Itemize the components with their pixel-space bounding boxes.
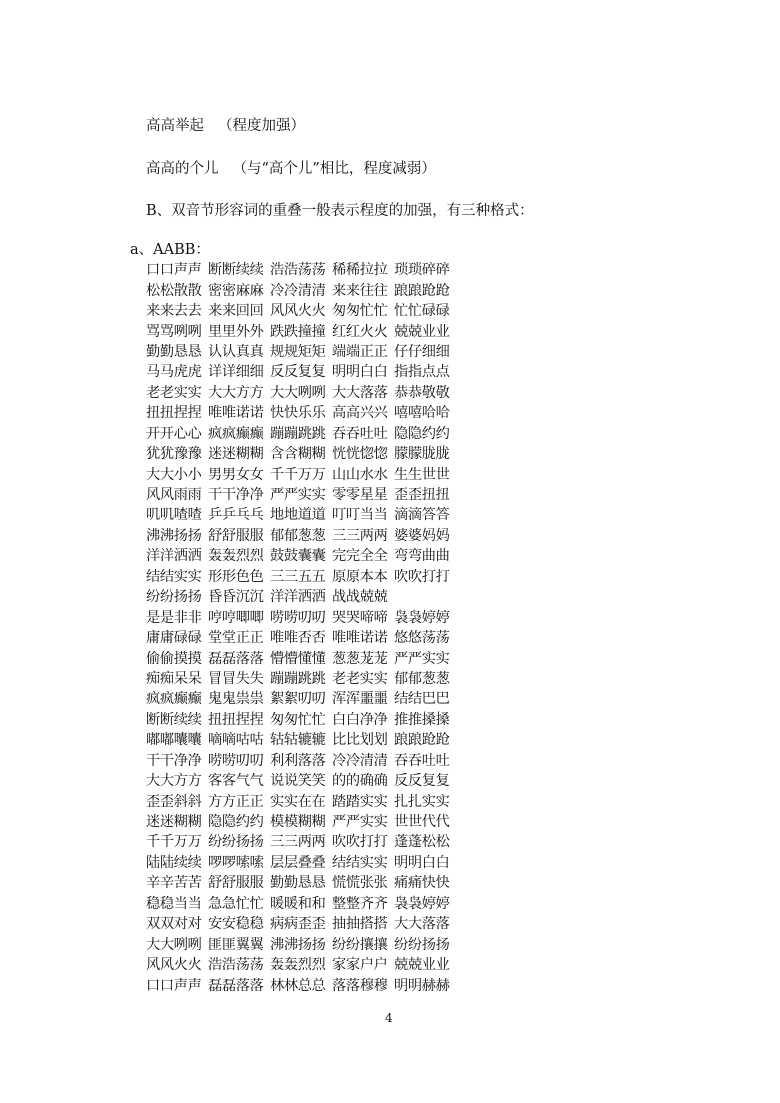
word-cell: 纷纷攘攘 (332, 936, 388, 953)
word-cell: 啰啰嗦嗦 (208, 854, 264, 871)
word-cell: 利利落落 (270, 752, 326, 769)
word-cell: 沸沸扬扬 (270, 936, 326, 953)
word-cell: 疯疯癫癫 (208, 425, 264, 442)
word-row (146, 750, 466, 770)
word-cell: 恭恭敬敬 (394, 384, 450, 401)
word-cell: 男男女女 (208, 466, 264, 483)
word-cell: 含含糊糊 (270, 446, 326, 463)
word-row (146, 341, 466, 361)
word-cell: 慌慌张张 (332, 875, 388, 892)
word-cell: 辛辛苦苦 (146, 875, 202, 892)
word-cell: 大大落落 (332, 384, 388, 401)
word-cell: 乒乒乓乓 (208, 507, 264, 524)
word-cell: 絮絮叨叨 (270, 691, 326, 708)
word-row (146, 566, 466, 586)
rule-b-paragraph: B、双音节形容词的重叠一般表示程度的加强，有三种格式： (146, 203, 534, 219)
word-cell: 三三五五 (270, 568, 326, 585)
word-cell: 稳稳当当 (146, 895, 202, 912)
word-cell: 嘟嘟囔囔 (146, 732, 202, 749)
word-cell: 兢兢业业 (394, 957, 450, 974)
word-cell: 实实在在 (270, 793, 326, 810)
word-cell: 高高兴兴 (332, 405, 388, 422)
word-cell: 模模糊糊 (270, 814, 326, 831)
word-cell: 沸沸扬扬 (146, 527, 202, 544)
word-row (146, 463, 466, 483)
word-cell: 稀稀拉拉 (332, 262, 388, 279)
word-cell: 零零星星 (332, 487, 388, 504)
word-cell: 匪匪翼翼 (208, 936, 264, 953)
word-cell: 匆匆忙忙 (270, 711, 326, 728)
word-cell: 客客气气 (208, 773, 264, 790)
word-cell: 冷冷清清 (270, 282, 326, 299)
word-cell: 详详细细 (208, 364, 264, 381)
word-cell: 落落穆穆 (332, 977, 388, 994)
word-cell: 密密麻麻 (208, 282, 264, 299)
example-line-2 (146, 157, 436, 178)
word-row (146, 525, 466, 545)
word-cell: 战战兢兢 (332, 589, 388, 606)
word-cell: 里里外外 (208, 323, 264, 340)
word-cell: 犹犹豫豫 (146, 446, 202, 463)
word-cell: 世世代代 (394, 814, 450, 831)
word-cell: 山山水水 (332, 466, 388, 483)
word-cell: 轱轱辘辘 (270, 732, 326, 749)
word-cell: 暖暖和和 (270, 895, 326, 912)
word-cell: 哭哭啼啼 (332, 609, 388, 626)
word-cell: 蹦蹦跳跳 (270, 670, 326, 687)
word-row (146, 504, 466, 524)
page-number: 4 (385, 1011, 393, 1025)
word-cell: 马马虎虎 (146, 364, 202, 381)
word-cell: 生生世世 (394, 466, 450, 483)
example-word-2: 高高的个儿 (146, 161, 219, 177)
word-cell: 红红火火 (332, 323, 388, 340)
word-cell: 洋洋洒洒 (270, 589, 326, 606)
word-cell: 浩浩荡荡 (208, 957, 264, 974)
word-cell: 扎扎实实 (394, 793, 450, 810)
word-cell: 结结实实 (332, 854, 388, 871)
word-cell: 层层叠叠 (270, 854, 326, 871)
example-note-2: （与“高个儿”相比，程度减弱） (232, 161, 436, 177)
word-cell: 的的确确 (332, 773, 388, 790)
word-row (146, 402, 466, 422)
word-cell: 痛痛快快 (394, 875, 450, 892)
word-cell: 千千万万 (146, 834, 202, 851)
word-row (146, 361, 466, 381)
word-cell: 反反复复 (270, 364, 326, 381)
word-row (146, 423, 466, 443)
word-cell: 安安稳稳 (208, 916, 264, 933)
word-cell: 口口声声 (146, 977, 202, 994)
word-cell: 蹦蹦跳跳 (270, 425, 326, 442)
word-cell: 恍恍惚惚 (332, 446, 388, 463)
word-cell: 郁郁葱葱 (394, 670, 450, 687)
word-cell: 扭扭捏捏 (146, 405, 202, 422)
word-cell: 哼哼唧唧 (208, 609, 264, 626)
word-cell: 端端正正 (332, 343, 388, 360)
word-cell: 迷迷糊糊 (146, 814, 202, 831)
word-cell: 朦朦胧胧 (394, 446, 450, 463)
word-cell: 庸庸碌碌 (146, 630, 202, 647)
word-cell: 口口声声 (146, 262, 202, 279)
word-cell: 蓬蓬松松 (394, 834, 450, 851)
word-cell: 隐隐约约 (208, 814, 264, 831)
word-cell: 滴滴答答 (394, 507, 450, 524)
word-row (146, 831, 466, 851)
word-row (146, 872, 466, 892)
word-cell: 断断续续 (208, 262, 264, 279)
word-cell: 来来去去 (146, 303, 202, 320)
word-cell: 家家户户 (332, 957, 388, 974)
word-cell: 唠唠叨叨 (208, 752, 264, 769)
word-cell: 冒冒失失 (208, 670, 264, 687)
word-cell: 风风雨雨 (146, 487, 202, 504)
word-cell: 唯唯否否 (270, 630, 326, 647)
word-cell: 勤勤恳恳 (146, 343, 202, 360)
word-cell: 反反复复 (394, 773, 450, 790)
word-cell: 勤勤恳恳 (270, 875, 326, 892)
word-cell: 昏昏沉沉 (208, 589, 264, 606)
word-cell: 悠悠荡荡 (394, 630, 450, 647)
word-cell: 病病歪歪 (270, 916, 326, 933)
word-cell: 风风火火 (270, 303, 326, 320)
word-cell: 袅袅婷婷 (394, 609, 450, 626)
word-cell: 比比划划 (332, 732, 388, 749)
word-cell: 舒舒服服 (208, 527, 264, 544)
word-row (146, 606, 466, 626)
word-cell: 明明白白 (394, 854, 450, 871)
word-cell: 浩浩荡荡 (270, 262, 326, 279)
word-cell: 断断续续 (146, 711, 202, 728)
word-row (146, 933, 466, 953)
word-cell: 完完全全 (332, 548, 388, 565)
word-row (146, 586, 466, 606)
word-cell: 急急忙忙 (208, 895, 264, 912)
word-cell: 鬼鬼祟祟 (208, 691, 264, 708)
word-cell: 老老实实 (146, 384, 202, 401)
word-cell: 双双对对 (146, 916, 202, 933)
word-cell: 踉踉跄跄 (394, 282, 450, 299)
word-row (146, 279, 466, 299)
word-cell: 堂堂正正 (208, 630, 264, 647)
word-row (146, 974, 466, 994)
example-line-1 (146, 114, 305, 135)
word-cell: 扭扭捏捏 (208, 711, 264, 728)
word-row (146, 954, 466, 974)
word-cell: 认认真真 (208, 343, 264, 360)
word-cell: 结结巴巴 (394, 691, 450, 708)
word-cell: 吞吞吐吐 (332, 425, 388, 442)
word-row (146, 443, 466, 463)
word-row (146, 729, 466, 749)
word-cell: 规规矩矩 (270, 343, 326, 360)
word-cell: 明明赫赫 (394, 977, 450, 994)
word-cell: 大大小小 (146, 466, 202, 483)
word-cell: 抽抽搭搭 (332, 916, 388, 933)
word-cell: 歪歪扭扭 (394, 487, 450, 504)
word-cell: 袅袅婷婷 (394, 895, 450, 912)
word-cell: 磊磊落落 (208, 977, 264, 994)
word-cell: 叽叽喳喳 (146, 507, 202, 524)
word-cell: 轰轰烈烈 (208, 548, 264, 565)
word-cell: 迷迷糊糊 (208, 446, 264, 463)
word-cell: 鼓鼓囊囊 (270, 548, 326, 565)
word-cell: 浑浑噩噩 (332, 691, 388, 708)
word-cell: 严严实实 (332, 814, 388, 831)
word-cell: 磊磊落落 (208, 650, 264, 667)
word-row (146, 852, 466, 872)
word-cell: 老老实实 (332, 670, 388, 687)
word-cell: 嘀嘀咕咕 (208, 732, 264, 749)
word-cell: 原原本本 (332, 568, 388, 585)
word-cell: 婆婆妈妈 (394, 527, 450, 544)
word-cell: 踏踏实实 (332, 793, 388, 810)
word-cell: 快快乐乐 (270, 405, 326, 422)
word-row (146, 320, 466, 340)
word-row (146, 688, 466, 708)
word-cell: 整整齐齐 (332, 895, 388, 912)
word-cell: 严严实实 (394, 650, 450, 667)
word-cell: 忙忙碌碌 (394, 303, 450, 320)
word-cell: 形形色色 (208, 568, 264, 585)
word-row (146, 545, 466, 565)
word-cell: 来来往往 (332, 282, 388, 299)
word-cell: 三三两两 (270, 834, 326, 851)
word-cell: 吞吞吐吐 (394, 752, 450, 769)
word-cell: 兢兢业业 (394, 323, 450, 340)
word-cell: 开开心心 (146, 425, 202, 442)
word-cell: 明明白白 (332, 364, 388, 381)
word-cell: 葱葱茏茏 (332, 650, 388, 667)
word-cell: 唠唠叨叨 (270, 609, 326, 626)
word-row (146, 668, 466, 688)
word-cell: 是是非非 (146, 609, 202, 626)
word-cell: 干干净净 (146, 752, 202, 769)
word-cell: 白白净净 (332, 711, 388, 728)
word-row (146, 893, 466, 913)
word-cell: 指指点点 (394, 364, 450, 381)
word-cell: 纷纷扬扬 (208, 834, 264, 851)
word-row (146, 259, 466, 279)
word-row (146, 627, 466, 647)
word-grid (146, 259, 466, 995)
word-row (146, 484, 466, 504)
word-cell: 偷偷摸摸 (146, 650, 202, 667)
word-cell: 千千万万 (270, 466, 326, 483)
word-row (146, 811, 466, 831)
word-cell: 大大咧咧 (146, 936, 202, 953)
word-row (146, 647, 466, 667)
word-cell: 痴痴呆呆 (146, 670, 202, 687)
word-cell: 歪歪斜斜 (146, 793, 202, 810)
word-cell: 叮叮当当 (332, 507, 388, 524)
word-cell: 洋洋洒洒 (146, 548, 202, 565)
word-cell: 林林总总 (270, 977, 326, 994)
section-heading-aabb: a、AABB： (130, 242, 210, 258)
word-cell: 陆陆续续 (146, 854, 202, 871)
word-cell: 风风火火 (146, 957, 202, 974)
word-cell: 干干净净 (208, 487, 264, 504)
word-row (146, 770, 466, 790)
word-row (146, 300, 466, 320)
word-cell: 跌跌撞撞 (270, 323, 326, 340)
word-cell: 弯弯曲曲 (394, 548, 450, 565)
example-word-1: 高高举起 (146, 118, 204, 134)
word-row (146, 790, 466, 810)
word-cell: 严严实实 (270, 487, 326, 504)
word-cell: 唯唯诺诺 (332, 630, 388, 647)
word-cell: 大大落落 (394, 916, 450, 933)
word-cell: 仔仔细细 (394, 343, 450, 360)
word-row (146, 382, 466, 402)
word-cell: 郁郁葱葱 (270, 527, 326, 544)
word-cell: 大大咧咧 (270, 384, 326, 401)
word-cell: 松松散散 (146, 282, 202, 299)
word-row (146, 913, 466, 933)
word-cell: 隐隐约约 (394, 425, 450, 442)
word-cell: 舒舒服服 (208, 875, 264, 892)
word-cell: 方方正正 (208, 793, 264, 810)
example-note-1: （程度加强） (218, 118, 305, 134)
word-row (146, 709, 466, 729)
word-cell: 纷纷扬扬 (394, 936, 450, 953)
word-cell: 三三两两 (332, 527, 388, 544)
word-cell: 地地道道 (270, 507, 326, 524)
word-cell: 大大方方 (146, 773, 202, 790)
word-cell: 推推搡搡 (394, 711, 450, 728)
word-cell: 懵懵懂懂 (270, 650, 326, 667)
word-cell: 嘻嘻哈哈 (394, 405, 450, 422)
word-cell: 匆匆忙忙 (332, 303, 388, 320)
word-cell: 吹吹打打 (332, 834, 388, 851)
word-cell: 吹吹打打 (394, 568, 450, 585)
word-cell: 大大方方 (208, 384, 264, 401)
word-cell: 琐琐碎碎 (394, 262, 450, 279)
word-cell: 来来回回 (208, 303, 264, 320)
word-cell: 骂骂咧咧 (146, 323, 202, 340)
word-cell: 踉踉跄跄 (394, 732, 450, 749)
word-cell: 结结实实 (146, 568, 202, 585)
word-cell: 说说笑笑 (270, 773, 326, 790)
word-cell: 轰轰烈烈 (270, 957, 326, 974)
word-cell: 冷冷清清 (332, 752, 388, 769)
word-cell: 纷纷扬扬 (146, 589, 202, 606)
word-cell: 唯唯诺诺 (208, 405, 264, 422)
word-cell: 疯疯癫癫 (146, 691, 202, 708)
